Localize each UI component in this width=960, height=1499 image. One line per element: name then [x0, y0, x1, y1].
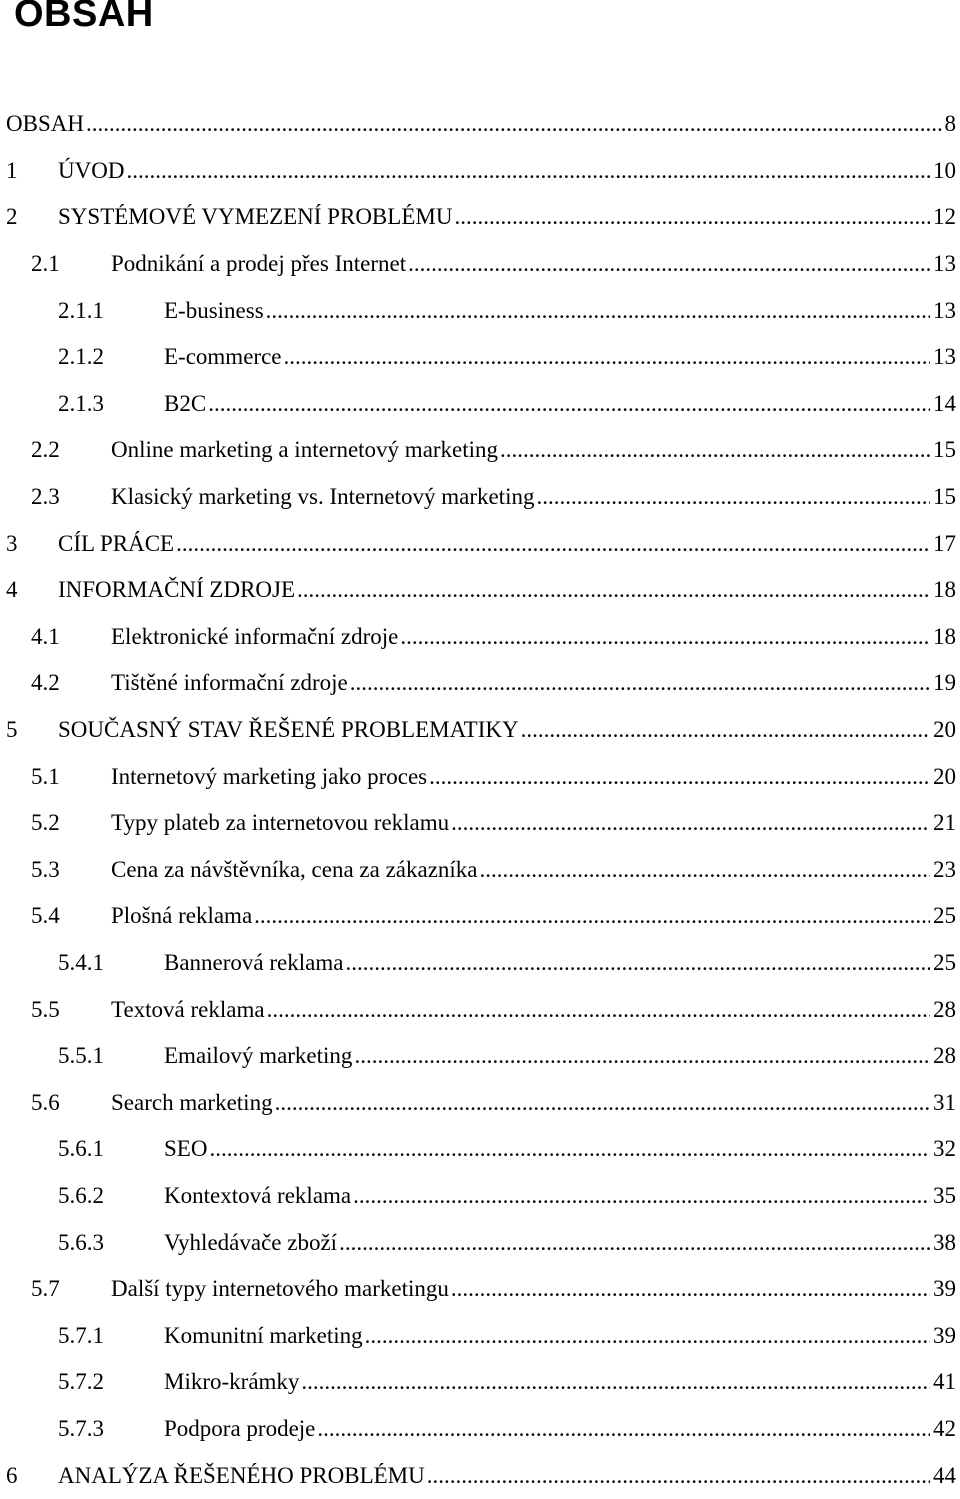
toc-entry-number: 2.1.3 [58, 391, 164, 417]
toc-entry-label: CÍL PRÁCE [58, 531, 174, 557]
toc-entry-number: 5.1 [31, 764, 111, 790]
toc-entry-label: E-commerce [164, 344, 281, 370]
dot-leader [301, 1369, 930, 1395]
dot-leader [521, 717, 930, 743]
toc-entry-number: 4.1 [31, 624, 111, 650]
toc-entry[interactable] [6, 241, 960, 288]
toc-entry[interactable] [6, 567, 960, 614]
toc-entry-label: Bannerová reklama [164, 950, 343, 976]
toc-entry-label: OBSAH [6, 111, 84, 137]
toc-entry-number: 5.5.1 [58, 1043, 164, 1069]
toc-entry[interactable] [6, 893, 960, 940]
toc-entry-page-number: 8 [945, 111, 960, 137]
toc-entry-page-number: 19 [933, 670, 960, 696]
dot-leader [176, 531, 930, 557]
toc-entry[interactable] [6, 474, 960, 521]
dot-leader [429, 764, 930, 790]
toc-entry-page-number: 38 [933, 1230, 960, 1256]
toc-entry-label: Textová reklama [111, 997, 265, 1023]
toc-entry-label: E-business [164, 298, 264, 324]
toc-entry-label: Podnikání a prodej přes Internet [111, 251, 406, 277]
toc-entry-label: SYSTÉMOVÉ VYMEZENÍ PROBLÉMU [58, 204, 452, 230]
toc-entry-label: SEO [164, 1136, 207, 1162]
dot-leader [536, 484, 930, 510]
dot-leader [353, 1183, 930, 1209]
toc-entry[interactable] [6, 427, 960, 474]
toc-entry[interactable] [6, 1359, 960, 1406]
dot-leader [254, 903, 930, 929]
dot-leader [267, 997, 930, 1023]
toc-entry-label: Komunitní marketing [164, 1323, 363, 1349]
toc-entry-page-number: 25 [933, 903, 960, 929]
toc-entry[interactable] [6, 707, 960, 754]
toc-entry[interactable] [6, 660, 960, 707]
toc-entry[interactable] [6, 334, 960, 381]
toc-entry[interactable] [6, 1266, 960, 1313]
toc-entry-label: Kontextová reklama [164, 1183, 351, 1209]
toc-entry[interactable] [6, 986, 960, 1033]
toc-entry-number: 5.3 [31, 857, 111, 883]
toc-entry-label: SOUČASNÝ STAV ŘEŠENÉ PROBLEMATIKY [58, 717, 519, 743]
toc-entry-label: Internetový marketing jako proces [111, 764, 427, 790]
toc-entry-number: 5.6.3 [58, 1230, 164, 1256]
toc-entry-label: Další typy internetového marketingu [111, 1276, 449, 1302]
toc-entry-page-number: 39 [933, 1276, 960, 1302]
toc-entry-label: Search marketing [111, 1090, 273, 1116]
toc-entry-label: Klasický marketing vs. Internetový marketing [111, 484, 534, 510]
dot-leader [209, 1136, 930, 1162]
toc-entry-number: 4.2 [31, 670, 111, 696]
toc-entry-number: 5.4.1 [58, 950, 164, 976]
toc-entry-page-number: 15 [933, 437, 960, 463]
dot-leader [350, 670, 930, 696]
dot-leader [126, 158, 930, 184]
toc-entry-label: Online marketing a internetový marketing [111, 437, 498, 463]
toc-entry[interactable] [6, 940, 960, 987]
toc-entry-page-number: 25 [933, 950, 960, 976]
toc-entry-number: 5.6.2 [58, 1183, 164, 1209]
toc-entry-label: Vyhledávače zboží [164, 1230, 337, 1256]
toc-entry[interactable] [6, 101, 960, 148]
toc-entry-number: 2.3 [31, 484, 111, 510]
toc-entry[interactable] [6, 1126, 960, 1173]
toc-entry-number: 5 [6, 717, 58, 743]
toc-entry-page-number: 31 [933, 1090, 960, 1116]
dot-leader [283, 344, 930, 370]
toc-entry-page-number: 18 [933, 624, 960, 650]
dot-leader [266, 298, 930, 324]
dot-leader [297, 577, 930, 603]
toc-entry-number: 2.1 [31, 251, 111, 277]
toc-entry[interactable] [6, 1173, 960, 1220]
toc-entry-number: 2.1.1 [58, 298, 164, 324]
toc-entry-page-number: 10 [933, 158, 960, 184]
toc-entry-page-number: 18 [933, 577, 960, 603]
toc-entry[interactable] [6, 753, 960, 800]
toc-entry-label: Emailový marketing [164, 1043, 352, 1069]
toc-entry[interactable] [6, 287, 960, 334]
toc-entry-page-number: 32 [933, 1136, 960, 1162]
toc-entry-label: Plošná reklama [111, 903, 252, 929]
toc-entry[interactable] [6, 1033, 960, 1080]
toc-entry-number: 1 [6, 158, 58, 184]
toc-entry-number: 5.7.3 [58, 1416, 164, 1442]
dot-leader [451, 810, 930, 836]
toc-entry-page-number: 35 [933, 1183, 960, 1209]
toc-entry[interactable] [6, 520, 960, 567]
dot-leader [339, 1230, 930, 1256]
toc-entry[interactable] [6, 1312, 960, 1359]
page-title: OBSAH [14, 0, 154, 36]
toc-entry[interactable] [6, 381, 960, 428]
toc-entry-label: Mikro-krámky [164, 1369, 299, 1395]
toc-entry-label: ANALÝZA ŘEŠENÉHO PROBLÉMU [58, 1463, 425, 1489]
toc-entry-page-number: 13 [933, 251, 960, 277]
toc-entry[interactable] [6, 614, 960, 661]
dot-leader [86, 111, 942, 137]
toc-entry-label: Elektronické informační zdroje [111, 624, 398, 650]
toc-entry-number: 6 [6, 1463, 58, 1489]
toc-entry-number: 5.4 [31, 903, 111, 929]
toc-entry-page-number: 17 [933, 531, 960, 557]
toc-entry-page-number: 28 [933, 997, 960, 1023]
toc-entry-page-number: 28 [933, 1043, 960, 1069]
toc-entry-label: B2C [164, 391, 206, 417]
dot-leader [408, 251, 930, 277]
dot-leader [317, 1416, 930, 1442]
dot-leader [354, 1043, 930, 1069]
toc-entry-page-number: 44 [933, 1463, 960, 1489]
toc-entry-label: INFORMAČNÍ ZDROJE [58, 577, 295, 603]
toc-entry-label: Tištěné informační zdroje [111, 670, 348, 696]
toc-entry-page-number: 15 [933, 484, 960, 510]
toc-entry[interactable] [6, 1219, 960, 1266]
toc-entry-number: 2 [6, 204, 58, 230]
toc-entry[interactable] [6, 194, 960, 241]
toc-entry-number: 4 [6, 577, 58, 603]
dot-leader [400, 624, 930, 650]
toc-entry[interactable] [6, 1406, 960, 1453]
dot-leader [500, 437, 930, 463]
table-of-contents [6, 101, 960, 1499]
toc-entry-page-number: 20 [933, 717, 960, 743]
toc-entry-label: Podpora prodeje [164, 1416, 315, 1442]
toc-entry[interactable] [6, 1452, 960, 1499]
toc-entry-label: Typy plateb za internetovou reklamu [111, 810, 449, 836]
toc-entry-page-number: 20 [933, 764, 960, 790]
dot-leader [208, 391, 930, 417]
toc-entry-page-number: 41 [933, 1369, 960, 1395]
toc-entry[interactable] [6, 800, 960, 847]
toc-entry-page-number: 23 [933, 857, 960, 883]
toc-entry-number: 2.2 [31, 437, 111, 463]
toc-entry-page-number: 14 [933, 391, 960, 417]
toc-entry-number: 5.7 [31, 1276, 111, 1302]
toc-entry-page-number: 21 [933, 810, 960, 836]
toc-entry-label: ÚVOD [58, 158, 124, 184]
dot-leader [451, 1276, 930, 1302]
dot-leader [427, 1463, 930, 1489]
dot-leader [365, 1323, 930, 1349]
toc-entry-number: 5.7.1 [58, 1323, 164, 1349]
toc-entry-page-number: 39 [933, 1323, 960, 1349]
toc-entry[interactable] [6, 1079, 960, 1126]
toc-entry-page-number: 12 [933, 204, 960, 230]
toc-entry-page-number: 42 [933, 1416, 960, 1442]
toc-entry-number: 5.2 [31, 810, 111, 836]
toc-entry-number: 2.1.2 [58, 344, 164, 370]
dot-leader [480, 857, 930, 883]
toc-entry[interactable] [6, 847, 960, 894]
toc-entry-label: Cena za návštěvníka, cena za zákazníka [111, 857, 478, 883]
toc-entry-page-number: 13 [933, 298, 960, 324]
toc-entry-number: 3 [6, 531, 58, 557]
toc-entry-number: 5.6 [31, 1090, 111, 1116]
toc-entry-number: 5.5 [31, 997, 111, 1023]
toc-entry[interactable] [6, 148, 960, 195]
dot-leader [275, 1090, 930, 1116]
toc-entry-number: 5.6.1 [58, 1136, 164, 1162]
toc-entry-page-number: 13 [933, 344, 960, 370]
dot-leader [454, 204, 930, 230]
toc-entry-number: 5.7.2 [58, 1369, 164, 1395]
dot-leader [345, 950, 930, 976]
